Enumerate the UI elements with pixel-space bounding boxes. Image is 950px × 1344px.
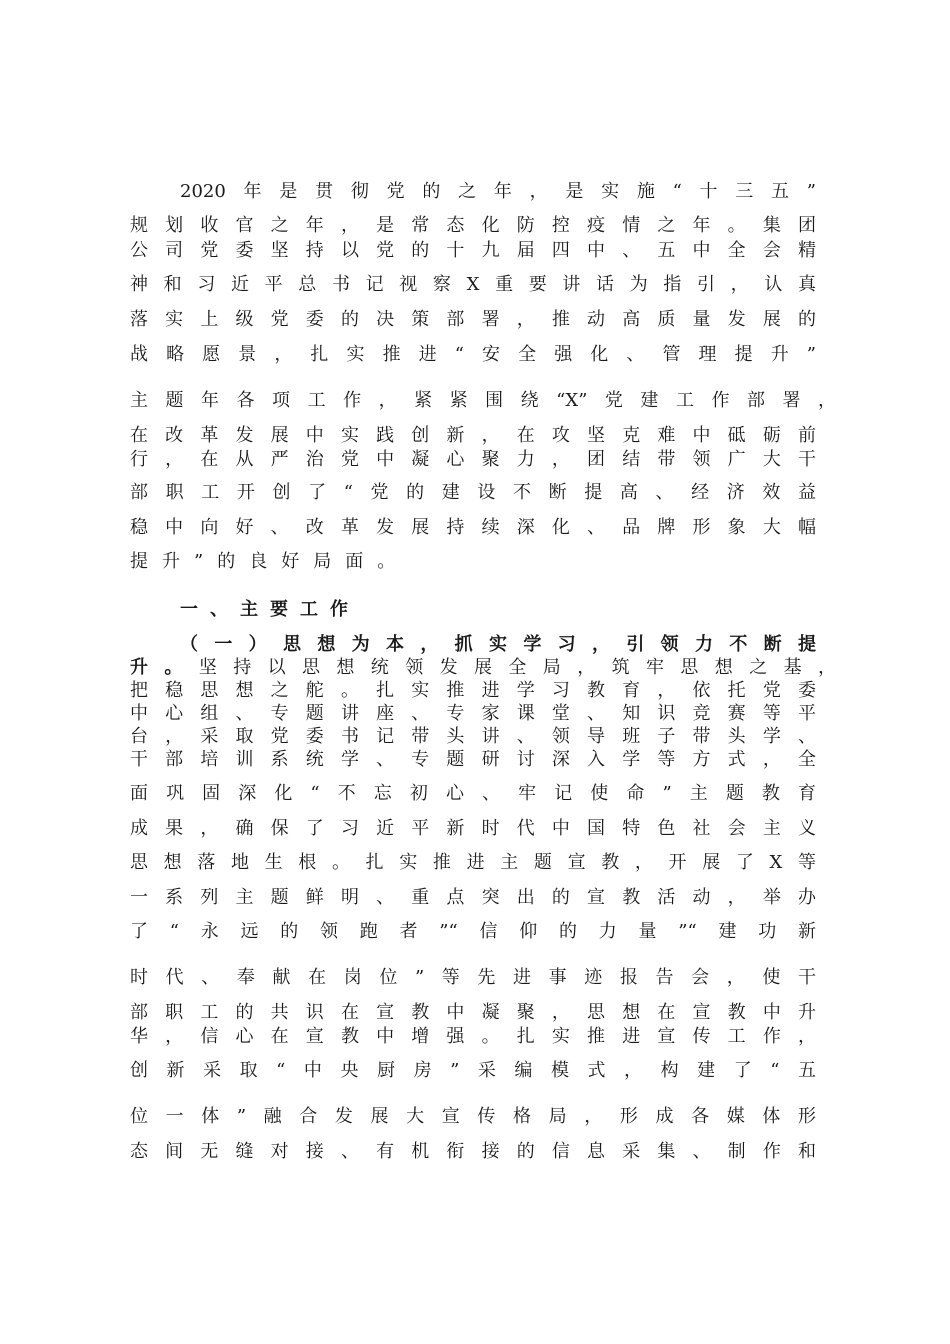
subsection-title: （一）思想为本，抓实学习，引领力不断提 [180,634,816,655]
intro-line-9: 行，在从严治党中凝心聚力，团结带领广大干 [130,449,816,470]
subsection-title-end: 升。 [130,657,199,678]
body-line-6: 成果，确保了习近平新时代中国特色社会主义 [130,818,816,839]
subsection-first-line [130,656,836,680]
intro-line-2: 规划收官之年，是常态化防控疫情之年。集团 [130,215,816,236]
body-line-8: 一系列主题鲜明、重点突出的宣教活动，举办 [130,887,816,908]
intro-line-12: 提升”的良好局面。 [130,551,410,572]
body-line-2: 中心组、专题讲座、专家课堂、知识竞赛等平 [130,703,816,724]
body-line-1: 把稳思想之舵。扎实推进学习教育，依托党委 [130,680,816,701]
subsection-first-line-text: 坚持以思想统领发展全局，筑牢思想之基， [198,657,837,678]
body-line-9: 了“永远的领跑者”“信仰的力量”“建功新 [130,921,816,942]
intro-line-5: 落实上级党委的决策部署，推动高质量发展的 [130,309,816,330]
body-line-11: 部职工的共识在宣教中凝聚，思想在宣教中升 [130,1002,816,1023]
intro-line-6: 战略愿景，扎实推进“安全强化、管理提升” [130,344,816,365]
intro-line-8: 在改革发展中实践创新，在攻坚克难中砥砺前 [130,425,816,446]
body-line-10: 时代、奉献在岗位”等先进事迹报告会，使干 [130,967,816,988]
section-heading: 一、主要工作 [180,599,360,620]
intro-line-3: 公司党委坚持以党的十九届四中、五中全会精 [130,240,816,261]
body-line-13: 创新采取“中央厨房”采编模式，构建了“五 [130,1060,816,1081]
intro-line-10: 部职工开创了“党的建设不断提高、经济效益 [130,482,816,503]
intro-line-4: 神和习近平总书记视察X重要讲话为指引，认真 [130,274,816,295]
body-line-5: 面巩固深化“不忘初心、牢记使命”主题教育 [130,783,816,804]
body-line-7: 思想落地生根。扎实推进主题宣教，开展了X等 [130,852,816,873]
body-line-12: 华，信心在宣教中增强。扎实推进宣传工作， [130,1026,816,1047]
body-line-14: 位一体”融合发展大宣传格局，形成各媒体形 [130,1106,816,1127]
intro-line-1: 2020年是贯彻党的之年，是实施“十三五” [180,181,816,202]
body-line-15: 态间无缝对接、有机衔接的信息采集、制作和 [130,1141,816,1162]
body-line-4: 干部培训系统学、专题研讨深入学等方式，全 [130,749,816,770]
intro-line-7: 主题年各项工作，紧紧围绕“X”党建工作部署， [130,390,836,411]
intro-line-11: 稳中向好、改革发展持续深化、品牌形象大幅 [130,517,816,538]
body-line-3: 台，采取党委书记带头讲、领导班子带头学、 [130,726,816,747]
